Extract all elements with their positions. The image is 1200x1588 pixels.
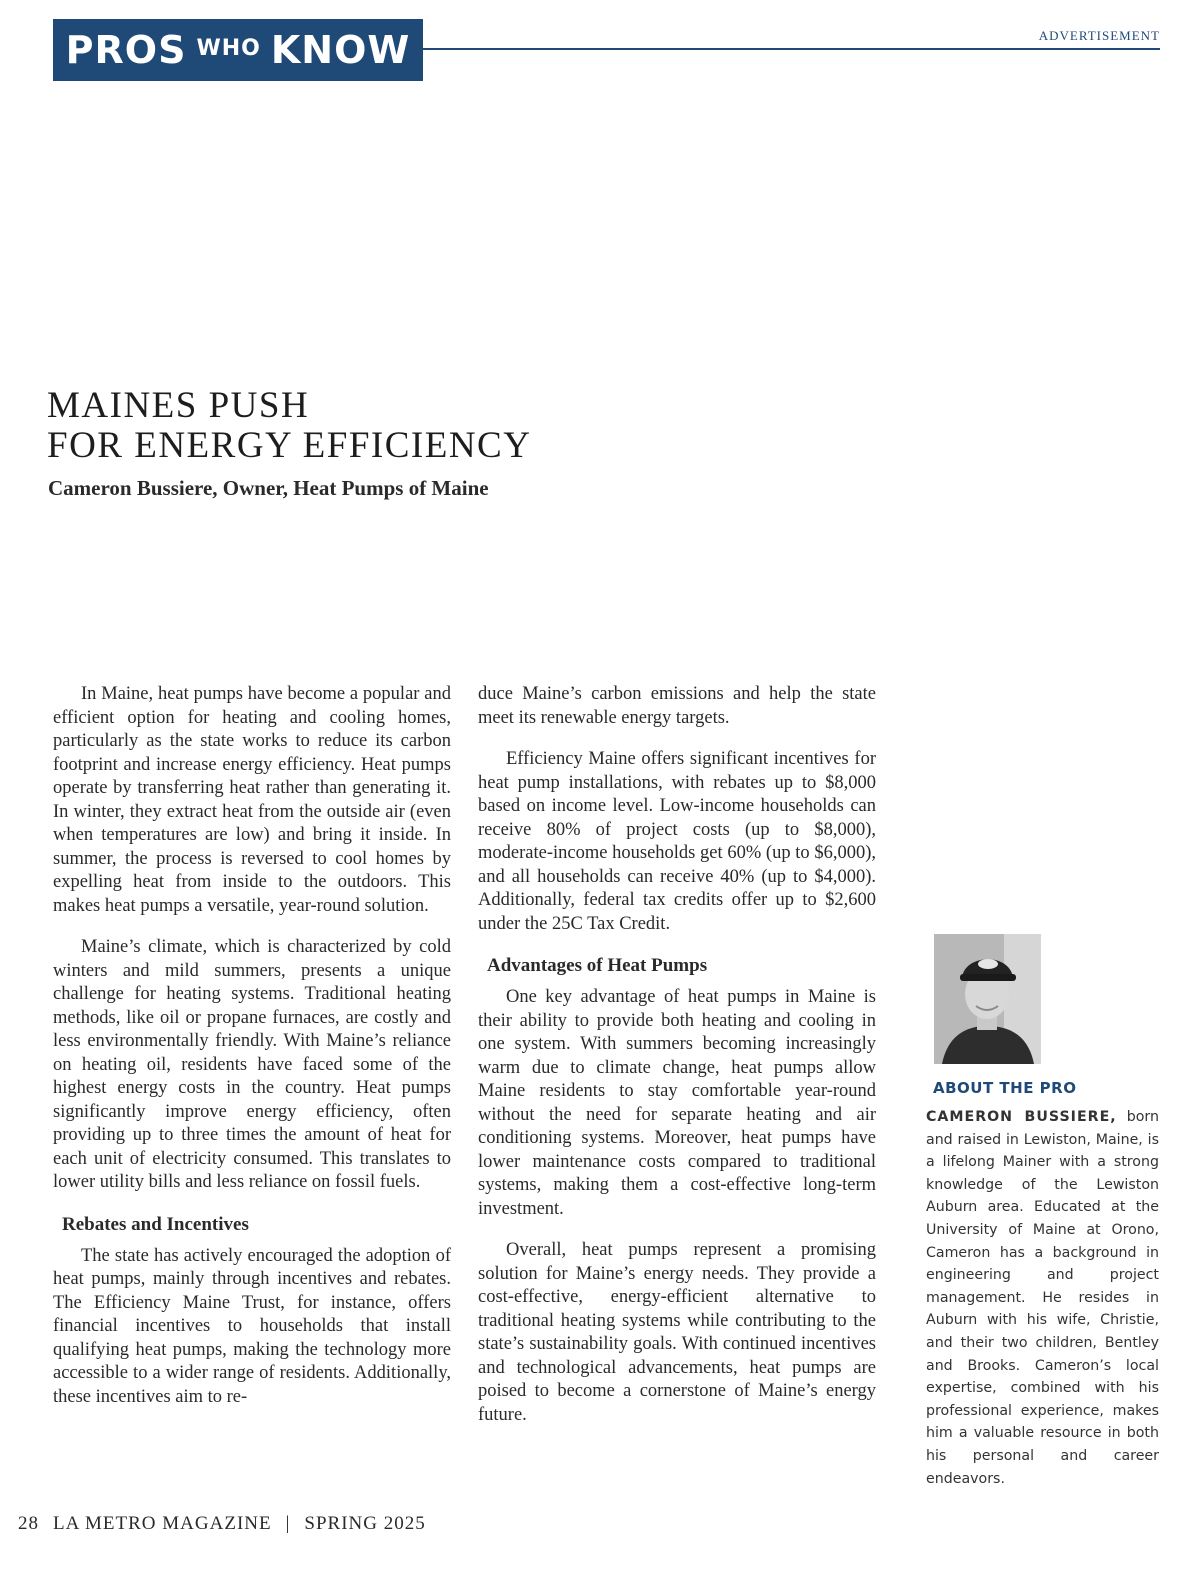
paragraph: The state has actively encouraged the adoption of heat pumps, mainly through incentives and rebates. The Efficiency Maine Trust, for instance, offers financial incentives to households that install qualifying heat pumps, making the technology more accessible to a wider range of residents. Additionally, these incentives aim to re- [53, 1245, 451, 1407]
issue-name: SPRING 2025 [304, 1513, 426, 1534]
author-portrait-illustration [934, 934, 1041, 1064]
paragraph: One key advantage of heat pumps in Maine is their ability to provide both heating and cooling in one system. With summers becoming increasingly warm due to climate change, heat pumps allow Maine residents to stay comfortable year-round without the need for separate heating and air conditioning systems. Moreover, heat pumps have lower maintenance costs compared to traditional systems, making them a cost-effective long-term investment. [478, 987, 876, 1219]
article-byline: Cameron Bussiere, Owner, Heat Pumps of Maine [48, 476, 489, 500]
paragraph: Maine’s climate, which is characterized by cold winters and mild summers, presents a unique challenge for heating systems. Traditional heating methods, like oil or propane furnaces, are costly and less environmentally friendly. With Maine’s reliance on heating oil, residents have faced some of the highest energy costs in the country. Heat pumps significantly improve energy efficiency, often providing up to three times the amount of heat for each unit of electricity consumed. This translates to lower utility bills and less reliance on fossil fuels. [53, 937, 451, 1192]
paragraph: In Maine, heat pumps have become a popular and efficient option for heating and cooling homes, particularly as the state works to reduce its carbon footprint and increase energy efficiency. Heat pumps operate by transferring heat rather than generating it. In winter, they extract heat from the outside air (even when temperatures are low) and bring it inside. In summer, the process is reversed to cool homes by expelling heat from inside to the outdoors. This makes heat pumps a versatile, year-round solution. [53, 684, 451, 916]
article-title-line-2: FOR ENERGY EFFICIENCY [47, 425, 532, 466]
section-heading-advantages: Advantages of Heat Pumps [487, 955, 708, 976]
about-the-pro-heading: ABOUT THE PRO [933, 1079, 1077, 1097]
page-number: 28 [18, 1513, 39, 1534]
article-title [47, 386, 531, 466]
footer-separator: | [285, 1513, 291, 1534]
paragraph: duce Maine’s carbon emissions and help the state meet its renewable energy targets. [478, 684, 876, 728]
paragraph: Efficiency Maine offers significant incentives for heat pump installations, with rebates up to $8,000 based on income level. Low-income households can receive 80% of project costs (up to $8,000), moderate-income households get 60% (up to $6,000), and all households can receive 40% (up to $4,000). Additionally, federal tax credits offer up to $2,600 under the 25C Tax Credit. [478, 749, 876, 934]
banner-word-who: WHO [196, 35, 261, 61]
header-rule [423, 48, 1160, 50]
banner-word-know: KNOW [270, 28, 411, 72]
author-bio-text: born and raised in Lewiston, Maine, is a lifelong Mainer with a strong knowledge of the Lewiston Auburn area. Educated at the University of Maine at Orono, Cameron has a background in engineering and project management. He resides in Auburn with his wife, Christie, and their two children, Bentley and Brooks. Cameron’s local expertise, combined with his professional experience, makes him a valuable resource in both his personal and career endeavors. [926, 1109, 1160, 1487]
magazine-name: LA METRO MAGAZINE [53, 1513, 272, 1534]
banner-word-pros: PROS [65, 28, 187, 72]
article-column-2 [478, 683, 876, 1445]
advertisement-label: ADVERTISEMENT [1038, 28, 1160, 43]
page-footer [18, 1513, 440, 1535]
author-photo [934, 934, 1041, 1064]
about-the-pro-bio [926, 1106, 1159, 1490]
article-title-line-1: MAINES PUSH [47, 385, 310, 426]
pros-who-know-banner [53, 19, 423, 81]
paragraph: Overall, heat pumps represent a promising solution for Maine’s energy needs. They provide a cost-effective, energy-efficient alternative to traditional heating systems while contributing to the state’s sustainability goals. With continued incentives and technological advancements, heat pumps are poised to become a cornerstone of Maine’s energy future. [478, 1240, 876, 1425]
article-column-1 [53, 683, 451, 1427]
section-heading-rebates: Rebates and Incentives [62, 1213, 249, 1235]
author-name: CAMERON BUSSIERE, [926, 1109, 1117, 1125]
